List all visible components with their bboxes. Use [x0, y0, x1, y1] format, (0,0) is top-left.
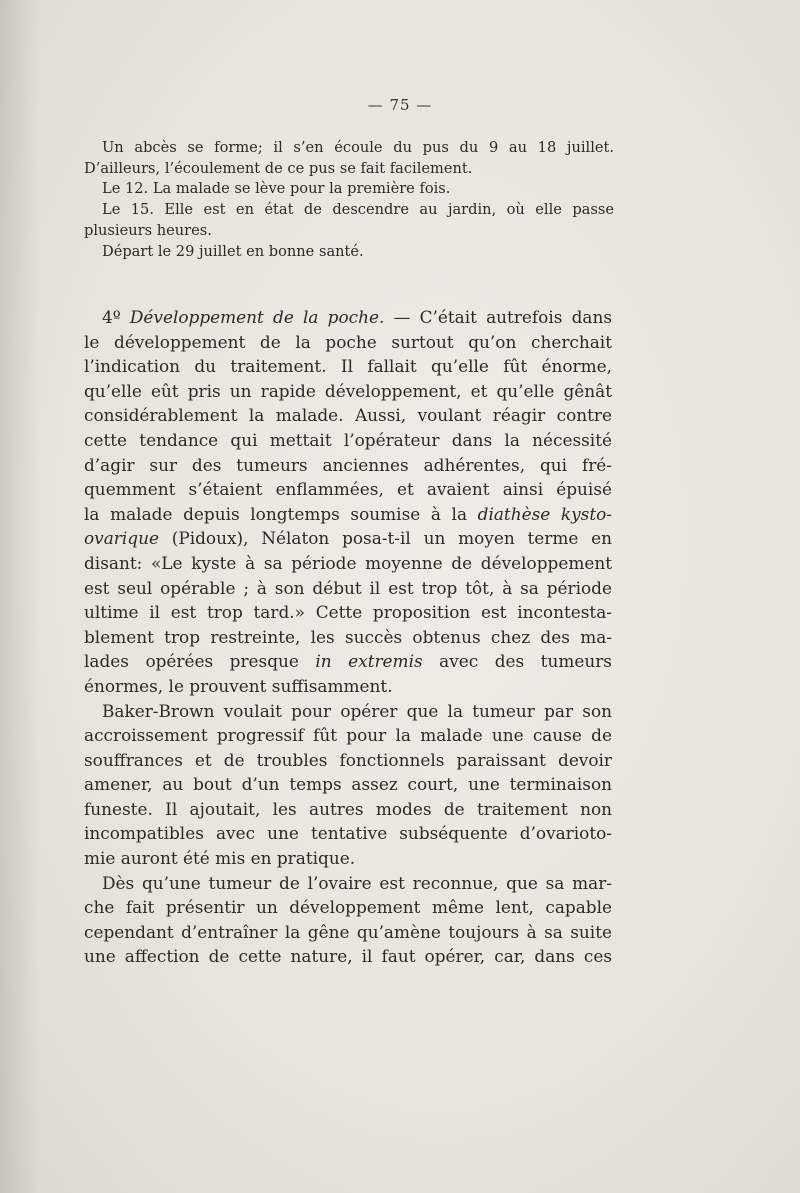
text-line: 4º Développement de la poche. — C’était autrefois dans: [102, 307, 613, 327]
text-line: qu’elle eût pris un rapide développement, et qu’elle gênât: [84, 380, 612, 401]
section-dash: —: [393, 307, 411, 327]
text-line: est seul opérable ; à son début il est trop tôt, à sa période: [84, 577, 612, 598]
text-line: lades opérées presque in extremis avec des tumeurs: [84, 651, 612, 672]
text-line: l’indication du traitement. Il fallait qu’elle fût énorme,: [84, 356, 612, 377]
text-line: cette tendance qui mettait l’opérateur dans la nécessité: [84, 429, 612, 450]
text-line: accroissement progressif fût pour la malade une cause de: [84, 725, 612, 746]
paragraph-operate: [84, 871, 612, 969]
text-line: che fait présentir un développement même lent, capable: [84, 897, 612, 918]
text-line: blement trop restreinte, les succès obtenus chez des ma-: [84, 626, 612, 647]
case-note-paragraph: Le 15. Elle est en état de descendre au jardin, où elle passe plusieurs heures.: [84, 201, 614, 239]
section-title: Développement de la poche.: [129, 307, 385, 327]
text-line: la malade depuis longtemps soumise à la diathèse kysto-: [84, 503, 612, 524]
paragraph-baker-brown: [84, 699, 612, 871]
page-edge-shadow: [0, 0, 40, 1193]
text-line: cependant d’entraîner la gêne qu’amène toujours à sa suite: [84, 921, 612, 942]
italic-term: ovarique: [84, 528, 159, 549]
text-line: le développement de la poche surtout qu’on cherchait: [84, 331, 612, 352]
text-line: souffrances et de troubles fonctionnels paraissant devoir: [84, 749, 612, 770]
text-line: énormes, le prouvent suffisamment.: [84, 675, 393, 696]
text-line: funeste. Il ajoutait, les autres modes de traitement non: [84, 798, 612, 819]
case-note-paragraph: Départ le 29 juillet en bonne santé.: [102, 242, 364, 260]
text-line: d’agir sur des tumeurs anciennes adhérentes, qui fré-: [84, 454, 612, 475]
text-line: ovarique (Pidoux), Nélaton posa-t-il un moyen terme en: [84, 528, 612, 549]
page-number: — 75 —: [367, 96, 433, 114]
text-line: considérablement la malade. Aussi, voulant réagir contre: [84, 405, 612, 426]
paragraph-development: [84, 305, 612, 699]
case-notes: [84, 138, 614, 262]
text-line: quemment s’étaient enflammées, et avaient ainsi épuisé: [84, 479, 612, 500]
text-line: Dès qu’une tumeur de l’ovaire est reconnue, que sa mar-: [102, 872, 612, 893]
italic-term: diathèse kysto-: [477, 503, 612, 524]
text-line: mie auront été mis en pratique.: [84, 848, 356, 869]
text-line: une affection de cette nature, il faut opérer, car, dans ces: [84, 946, 612, 967]
section-number: 4º: [102, 307, 121, 327]
text-line: disant: «Le kyste à sa période moyenne de développement: [84, 552, 612, 573]
text-line: Baker-Brown voulait pour opérer que la tumeur par son: [102, 700, 612, 721]
case-note-paragraph: Le 12. La malade se lève pour la première fois.: [102, 180, 451, 198]
text-line: incompatibles avec une tentative subséquente d’ovarioto-: [84, 823, 612, 844]
italic-term: in extremis: [315, 651, 423, 672]
main-text: [84, 305, 612, 969]
text-line: ultime il est trop tard.» Cette proposition est incontesta-: [84, 602, 612, 623]
case-note-paragraph: Un abcès se forme; il s’en écoule du pus du 9 au 18 juillet. D’ailleurs, l’écoulement de ce pus se fait facilement.: [84, 139, 614, 177]
text-line: amener, au bout d’un temps assez court, une terminaison: [84, 774, 612, 795]
